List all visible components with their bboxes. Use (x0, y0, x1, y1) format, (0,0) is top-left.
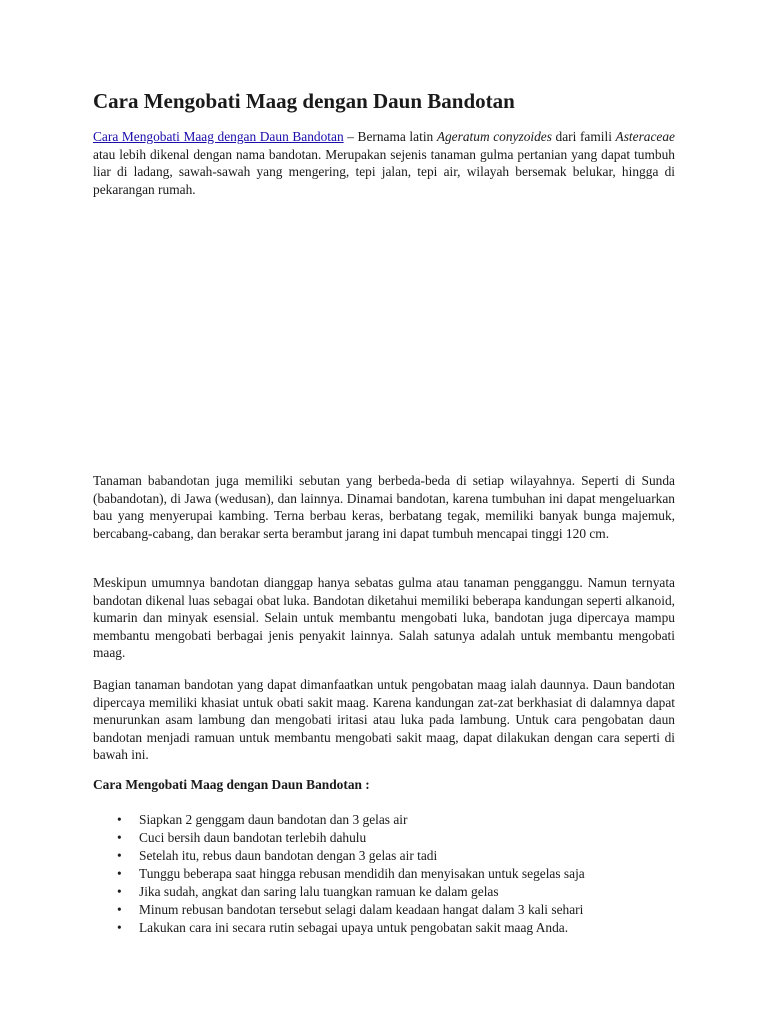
intro-text-3: atau lebih dikenal dengan nama bandotan. Merupakan sejenis tanaman gulma pertanian yang dapat tumbuh liar di ladang, sawah-sawah yang mengering, tepi jalan, tepi air, wilayah bersemak belukar, hingga di pekarangan rumah. (93, 146, 675, 197)
family-name: Asteraceae (615, 129, 676, 144)
steps-heading: Cara Mengobati Maag dengan Daun Bandotan : (93, 777, 370, 792)
list-item (93, 811, 675, 829)
article-title: Cara Mengobati Maag dengan Daun Bandotan (93, 89, 515, 113)
list-item (93, 901, 675, 919)
steps-list (93, 811, 675, 937)
bullet-icon: • (117, 830, 122, 845)
step-text: Jika sudah, angkat dan saring lalu tuangkan ramuan ke dalam gelas (139, 884, 499, 899)
intro-text-2: dari famili (551, 129, 616, 144)
latin-name: Ageratum conyzoides (436, 129, 552, 144)
article-link[interactable]: Cara Mengobati Maag dengan Daun Bandotan (93, 129, 344, 144)
paragraph-names (93, 472, 675, 542)
intro-text-1: – Bernama latin (343, 129, 437, 144)
list-item (93, 847, 675, 865)
step-text: Lakukan cara ini secara rutin sebagai upaya untuk pengobatan sakit maag Anda. (139, 920, 569, 935)
bullet-icon: • (117, 902, 122, 917)
paragraph-usage (93, 676, 675, 764)
list-item (93, 829, 675, 847)
bullet-icon: • (117, 884, 122, 899)
step-text: Cuci bersih daun bandotan terlebih dahulu (139, 830, 367, 845)
paragraph-benefits (93, 574, 675, 662)
step-text: Siapkan 2 genggam daun bandotan dan 3 gelas air (139, 812, 408, 827)
bullet-icon: • (117, 920, 122, 935)
paragraph-3-text: Meskipun umumnya bandotan dianggap hanya sebatas gulma atau tanaman pengganggu. Namun ternyata bandotan dikenal luas sebagai obat luka. Bandotan diketahui memiliki beberapa kandungan seperti alkanoid, kumarin dan minyak esensial. Selain untuk membantu mengobati luka, bandotan juga dipercaya mampu membantu mengobati berbagai jenis penyakit lainnya. Salah satunya adalah untuk membantu mengobati maag. (93, 575, 675, 661)
step-text: Tunggu beberapa saat hingga rebusan mendidih dan menyisakan untuk segelas saja (139, 866, 585, 881)
bullet-icon: • (117, 848, 122, 863)
step-text: Setelah itu, rebus daun bandotan dengan 3 gelas air tadi (139, 848, 438, 863)
paragraph-2-text: Tanaman babandotan juga memiliki sebutan yang berbeda-beda di setiap wilayahnya. Seperti di Sunda (babandotan), di Jawa (wedusan), dan lainnya. Dinamai bandotan, karena tumbuhan ini dapat mengeluarkan bau yang menyerupai kambing. Terna berbau keras, berbatang tegak, memiliki banyak bunga majemuk, bercabang-cabang, dan berakar serta berambut jarang ini dapat tumbuh mencapai tinggi 120 cm. (93, 473, 675, 541)
intro-text (93, 128, 675, 198)
bullet-icon: • (117, 866, 122, 881)
paragraph-4-text: Bagian tanaman bandotan yang dapat dimanfaatkan untuk pengobatan maag ialah daunnya. Daun bandotan dipercaya memiliki khasiat untuk obati sakit maag. Karena kandungan zat-zat berkhasiat di dalamnya dapat menurunkan asam lambung dan mengobati iritasi atau luka pada lambung. Untuk cara pengobatan daun bandotan menjadi ramuan untuk membantu mengobati sakit maag, dapat dilakukan dengan cara seperti di bawah ini. (93, 677, 675, 763)
list-item (93, 919, 675, 937)
list-item (93, 865, 675, 883)
intro-paragraph (93, 128, 675, 198)
list-item (93, 883, 675, 901)
step-text: Minum rebusan bandotan tersebut selagi dalam keadaan hangat dalam 3 kali sehari (139, 902, 584, 917)
bullet-icon: • (117, 812, 122, 827)
